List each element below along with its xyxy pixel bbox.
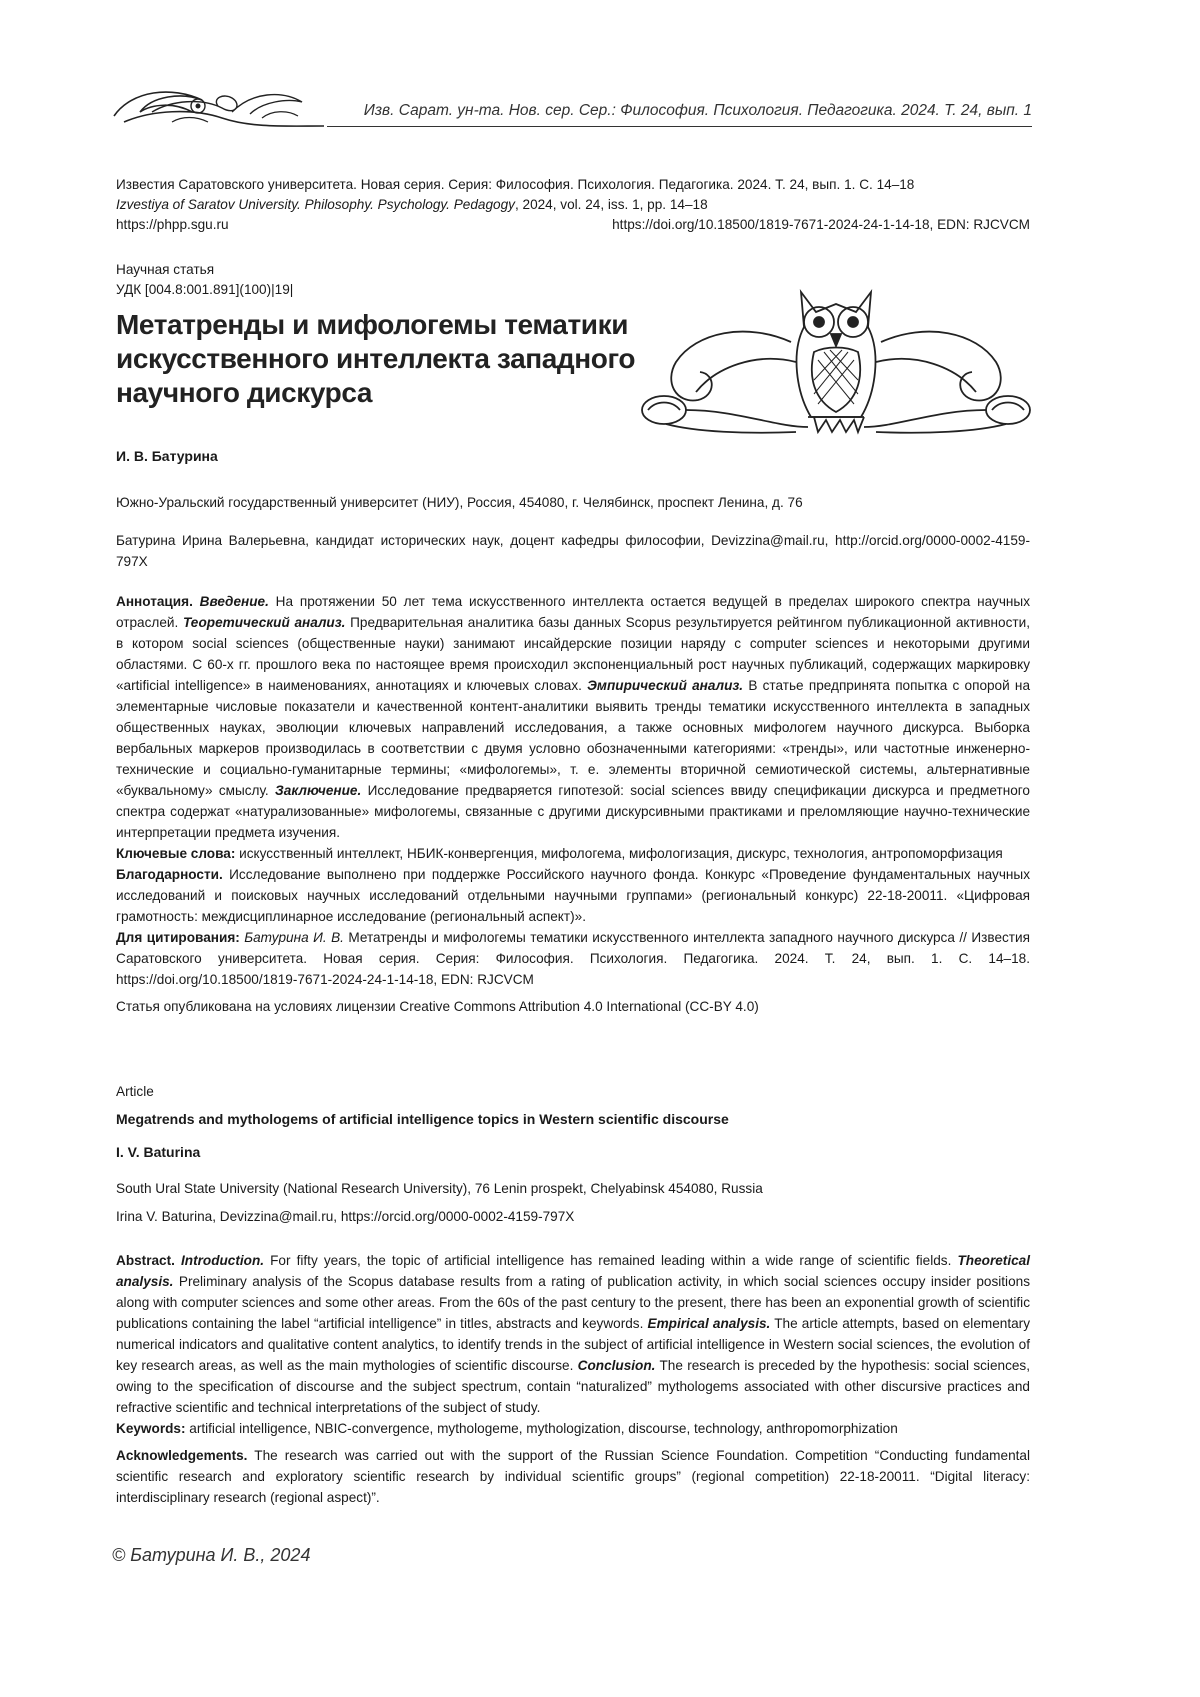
journal-site-link[interactable]: https://phpp.sgu.ru <box>116 217 229 232</box>
cite-ru-text: Метатренды и мифологемы тематики искусственного интеллекта западного научного дискурса // Известия Саратовского университета. Новая серия. Серия: Философия. Психология. Педагогика. 2024. Т. 24, вып. 1. С. 14–18. https://doi.org/10.18500/1819-7671-2024-24-1-14-18, EDN: RJCVCM <box>116 930 1030 987</box>
cite-ru-label: Для цитирования: <box>116 930 240 945</box>
abstract-ru-label: Аннотация. <box>116 594 193 609</box>
abstract-en-empirical: The article attempts, based on elementary numerical indicators and qualitative content analytics, to identify trends in the subject of artificial intelligence in Western social sciences, the evolution of key research areas, as well as the main mythologies of scientific discourse. <box>116 1316 1030 1373</box>
citation-ru: Известия Саратовского университета. Новая серия. Серия: Философия. Психология. Педагогика. 2024. Т. 24, вып. 1. С. 14–18 <box>116 177 915 192</box>
abstract-ru-intro-label: Введение. <box>199 594 269 609</box>
keywords-ru <box>116 843 1030 864</box>
article-title-ru: Метатренды и мифологемы тематики искусственного интеллекта западного научного дискурса <box>116 309 636 408</box>
journal-running-title: Изв. Сарат. ун-та. Нов. сер. Сер.: Философия. Психология. Педагогика. 2024. Т. 24, вып. 1 <box>363 102 1032 119</box>
article-type-en: Article <box>116 1084 154 1099</box>
abstract-en <box>116 1250 1030 1508</box>
abstract-ru-theory: Предварительная аналитика базы данных Scopus результируется рейтингом публикационной активности, в котором social sciences (общественные науки) занимают инсайдерские позиции наряду с computer sciences и некоторыми другими областями. С 60-х гг. прошлого века по настоящее время происходил экспоненциальный рост научных публикаций, содержащих маркировку «artificial intelligence» в наименованиях, аннотациях и ключевых словах. <box>116 615 1030 693</box>
abstract-en-empirical-label: Empirical analysis. <box>647 1316 771 1331</box>
keywords-en-label: Keywords: <box>116 1421 186 1436</box>
thanks-ru-text: Исследование выполнено при поддержке Российского научного фонда. Конкурс «Проведение фундаментальных научных исследований и поисковых научных исследований отдельными научными группами» (региональный конкурс) 22-18-20011. «Цифровая грамотность: междисциплинарное исследование (региональный аспект)». <box>116 867 1030 924</box>
abstract-en-label: Abstract. <box>116 1253 175 1268</box>
abstract-en-intro: For fifty years, the topic of artificial intelligence has remained leading within a wide range of scientific fields. <box>264 1253 958 1268</box>
author-en: I. V. Baturina <box>116 1144 201 1160</box>
abstract-ru-conclusion: Исследование предваряется гипотезой: social sciences ввиду спецификации дискурса и предметного спектра содержат «натурализованные» мифологемы, связанные с другими дискурсивными практиками и преломляющие научно-технические интерпретации предмета изучения. <box>116 783 1030 840</box>
abstract-ru-intro: На протяжении 50 лет тема искусственного интеллекта остается ведущей в пределах широкого спектра научных отраслей. <box>116 594 1030 630</box>
thanks-en <box>116 1445 1030 1508</box>
keywords-ru-text: искусственный интеллект, НБИК-конвергенция, мифологема, мифологизация, дискурс, технология, антропоморфизация <box>235 846 1003 861</box>
thanks-en-text: The research was carried out with the support of the Russian Science Foundation. Competition “Conducting fundamental scientific research and exploratory scientific research by individual scientific groups” (regional competition) 22-18-20011. “Digital literacy: interdisciplinary research (regional aspect)”. <box>116 1448 1030 1505</box>
affiliation-ru: Южно-Уральский государственный университет (НИУ), Россия, 454080, г. Челябинск, проспект Ленина, д. 76 <box>116 495 803 510</box>
abstract-en-theory-label: Theoretical analysis. <box>116 1253 1030 1289</box>
abstract-ru-theory-label: Теоретический анализ. <box>182 615 346 630</box>
keywords-en <box>116 1418 1030 1439</box>
abstract-en-conclusion: The research is preceded by the hypothesis: social sciences, owing to the specification of discourse and the subject spectrum, contain “naturalized” mythologems associated with other discursive practices and refractive scientific and technical interpretations of the subject of study. <box>116 1358 1030 1415</box>
cite-ru-author: Батурина И. В. <box>239 930 344 945</box>
abstract-ru-conclusion-label: Заключение. <box>275 783 362 798</box>
header-rule <box>327 126 1032 127</box>
author-info-ru: Батурина Ирина Валерьевна, кандидат исторических наук, доцент кафедры философии, Devizzina@mail.ru, http://orcid.org/0000-0002-4159-797X <box>116 533 1030 569</box>
cite-ru <box>116 927 1030 990</box>
journal-ornament-logo <box>112 82 327 132</box>
abstract-en-intro-label: Introduction. <box>181 1253 265 1268</box>
author-info-en: Irina V. Baturina, Devizzina@mail.ru, https://orcid.org/0000-0002-4159-797X <box>116 1209 575 1224</box>
affiliation-en: South Ural State University (National Research University), 76 Lenin prospekt, Chelyabinsk 454080, Russia <box>116 1181 763 1196</box>
article-type-ru: Научная статья <box>116 262 215 277</box>
citation-links <box>116 215 1030 235</box>
thanks-ru <box>116 864 1030 927</box>
thanks-en-label: Acknowledgements. <box>116 1448 248 1463</box>
thanks-ru-label: Благодарности. <box>116 867 223 882</box>
doi-link[interactable]: https://doi.org/10.18500/1819-7671-2024-24-1-14-18, EDN: RJCVCM <box>612 217 1030 232</box>
abstract-ru-empirical: В статье предпринята попытка с опорой на элементарные числовые показатели и качественной контент-аналитики выявить тренды тематики искусственного интеллекта в западных общественных науках, эволюции ключевых направлений исследования, а также основных мифологем научного дискурса. Выборка вербальных маркеров производилась в соответствии с двумя условно обозначенными категориями: «тренды», или частотные инженерно-технические и социально-гуманитарные термины; «мифологемы», т. е. элементы вторичной семиотической системы, альтернативные «буквальному» смыслу. <box>116 678 1031 798</box>
keywords-en-text: artificial intelligence, NBIC-convergence, mythologeme, mythologization, discourse, technology, anthropomorphization <box>185 1421 898 1436</box>
license-ru: Статья опубликована на условиях лицензии Creative Commons Attribution 4.0 International (CC-BY 4.0) <box>116 999 759 1014</box>
citation-en-rest: , 2024, vol. 24, iss. 1, pp. 14–18 <box>514 197 708 212</box>
citation-block <box>116 175 1030 235</box>
abstract-ru <box>116 591 1030 1017</box>
running-header <box>112 82 1032 132</box>
citation-en-journal: Izvestiya of Saratov University. Philosophy. Psychology. Pedagogy <box>116 197 515 212</box>
udk: УДК [004.8:001.891](100)|19| <box>116 282 294 297</box>
abstract-en-conclusion-label: Conclusion. <box>577 1358 656 1373</box>
owl-ornament-image <box>636 282 1036 452</box>
abstract-en-theory: Preliminary analysis of the Scopus database results from a rating of publication activity, in which social sciences occupy insider positions along with computer sciences and some other areas. From the 60s of the past century to the present, there has been an exponential growth of scientific publications containing the label “artificial intelligence” in titles, abstracts and keywords. <box>116 1274 1030 1331</box>
citation-en <box>116 195 1030 215</box>
author-ru: И. В. Батурина <box>116 448 218 464</box>
copyright: © Батурина И. В., 2024 <box>112 1545 311 1565</box>
article-title-en: Megatrends and mythologems of artificial intelligence topics in Western scientific discourse <box>116 1111 729 1127</box>
keywords-ru-label: Ключевые слова: <box>116 846 236 861</box>
abstract-ru-empirical-label: Эмпирический анализ. <box>587 678 744 693</box>
